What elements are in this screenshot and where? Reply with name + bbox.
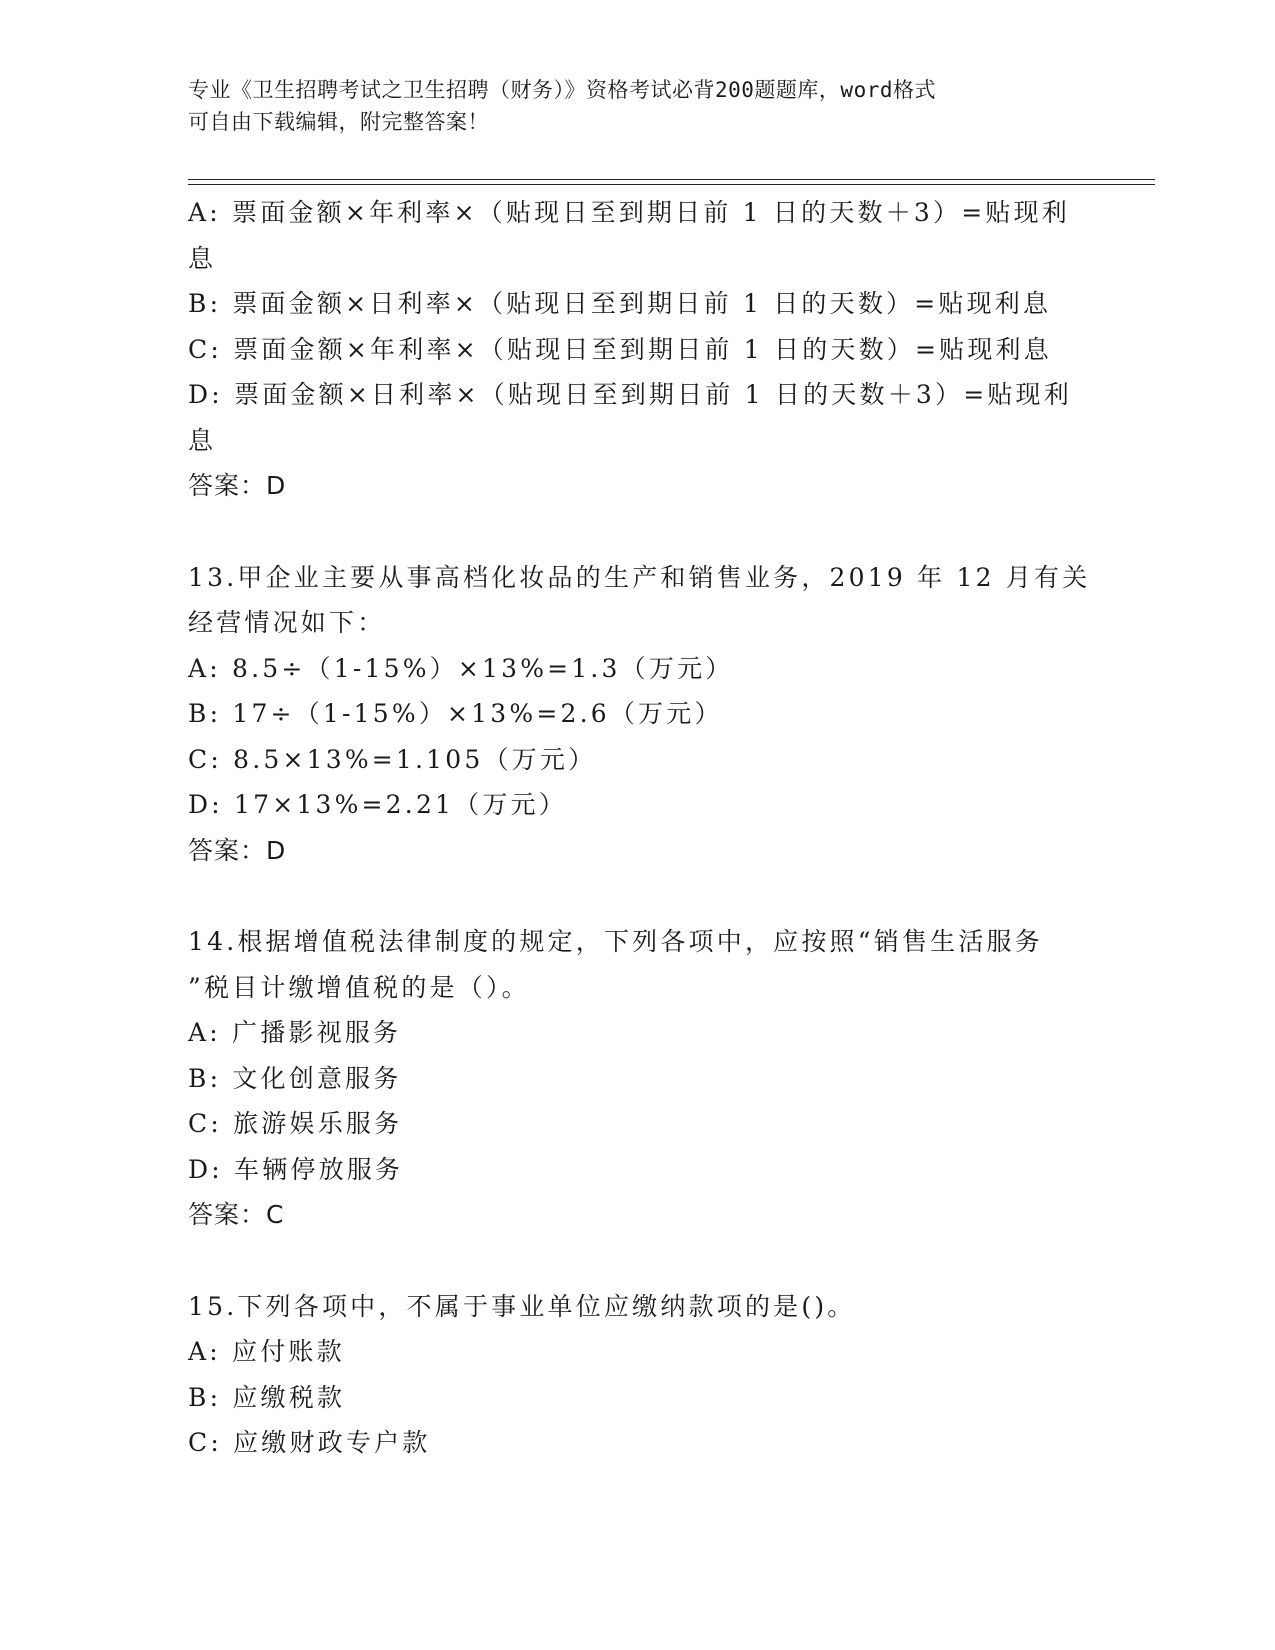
question-stem: 13.甲企业主要从事高档化妆品的生产和销售业务，2019 年 12 月有关 — [188, 562, 1091, 592]
option-c: C: 票面金额×年利率×（贴现日至到期日前 1 日的天数）=贴现利息 — [188, 334, 1052, 364]
option-d: D: 车辆停放服务 — [188, 1154, 404, 1184]
spacer — [188, 1238, 1088, 1284]
answer-line: 答案：C — [188, 1200, 285, 1229]
option-a-continued: 息 — [188, 243, 217, 273]
question-15-block — [188, 1284, 1088, 1466]
header-title-line-2: 可自由下载编辑，附完整答案！ — [188, 110, 489, 134]
option-a: A: 8.5÷（1-15%）×13%=1.3（万元） — [188, 653, 734, 683]
question-stem: 14.根据增值税法律制度的规定，下列各项中，应按照“销售生活服务 — [188, 927, 1043, 956]
option-c: C: 旅游娱乐服务 — [188, 1109, 403, 1138]
option-b: B: 票面金额×日利率×（贴现日至到期日前 1 日的天数）=贴现利息 — [188, 289, 1052, 318]
question-stem-continued: ”税目计缴增值税的是（）。 — [188, 972, 530, 1002]
option-a: A: 应付账款 — [188, 1337, 345, 1366]
question-list — [188, 190, 1091, 1466]
option-d-continued: 息 — [188, 425, 217, 455]
header-title-line-1: 专业《卫生招聘考试之卫生招聘（财务）》资格考试必背200题题库，word格式 — [188, 78, 936, 102]
question-14-block — [188, 919, 1088, 1238]
document-header — [188, 74, 1088, 138]
option-b: B: 17÷（1-15%）×13%=2.6（万元） — [188, 699, 723, 728]
question-stem: 15.下列各项中，不属于事业单位应缴纳款项的是()。 — [188, 1291, 856, 1321]
question-12-block — [188, 190, 1088, 509]
option-a: A: 广播影视服务 — [188, 1018, 402, 1047]
spacer — [188, 509, 1088, 555]
spacer — [188, 873, 1088, 919]
option-d: D: 17×13%=2.21（万元） — [188, 790, 567, 819]
answer-line: 答案：D — [188, 835, 287, 865]
option-b: B: 文化创意服务 — [188, 1063, 402, 1093]
answer-line: 答案：D — [188, 471, 287, 500]
question-stem-continued: 经营情况如下： — [188, 608, 386, 637]
option-c: C: 应缴财政专户款 — [188, 1428, 431, 1457]
option-d: D: 票面金额×日利率×（贴现日至到期日前 1 日的天数＋3）=贴现利 — [188, 380, 1072, 409]
header-divider-bottom — [188, 184, 1155, 185]
header-divider-top — [188, 179, 1155, 180]
option-b: B: 应缴税款 — [188, 1382, 346, 1412]
question-13-block — [188, 555, 1091, 874]
option-c: C: 8.5×13%=1.105（万元） — [188, 744, 597, 774]
option-a: A: 票面金额×年利率×（贴现日至到期日前 1 日的天数＋3）=贴现利 — [188, 198, 1070, 227]
